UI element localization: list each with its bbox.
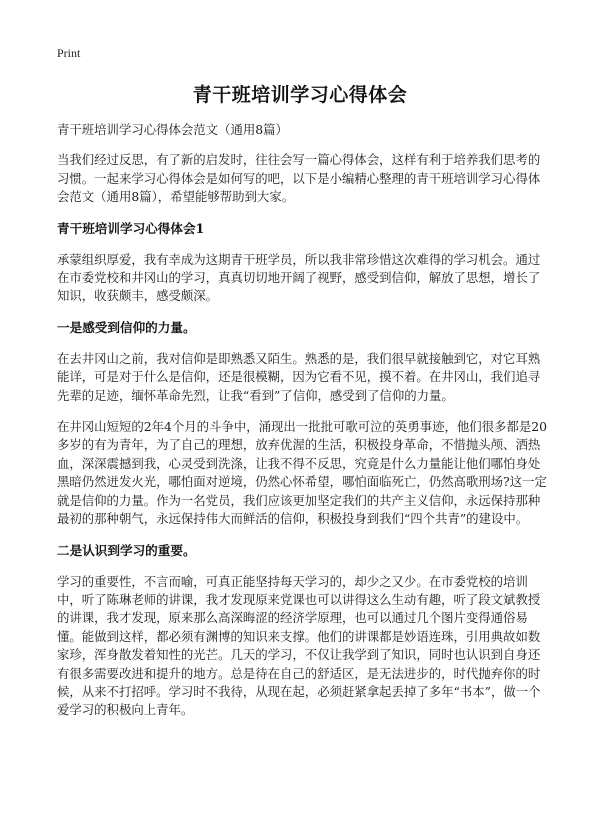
paragraph-4: 学习的重要性，不言而喻，可真正能坚持每天学习的，却少之又少。在市委党校的培训中，听了陈琳老师的讲课，我才发现原来党课也可以讲得这么生动有趣，听了段文斌教授的讲课，我才发现，原来那么高深晦涩的经济学原理，也可以通过几个图片变得通俗易懂。能做到这样，都必须有渊博的知识来支撑。他们的讲课都是妙语连珠，引用典故如数家珍，浑身散发着知性的光芒。几天的学习，不仅让我学到了知识，同时也认识到自身还有很多需要改进和提升的地方。总是待在自己的舒适区，是无法进步的，时代抛弃你的时候，从来不打招呼。学习时不我待，从现在起，必须赶紧拿起丢掉了多年“书本”，做一个爱学习的积极向上青年。 <box>57 573 541 718</box>
print-link[interactable]: Print <box>57 46 81 60</box>
article-body <box>57 121 547 733</box>
paragraph-2: 在去井冈山之前，我对信仰是即熟悉又陌生。熟悉的是，我们很早就接触到它，对它耳熟能详，可是对于什么是信仰，还是很模糊，因为它看不见，摸不着。在井冈山，我们追寻先辈的足迹，缅怀革命先烈，让我“看到”了信仰，感受到了信仰的力量。 <box>57 350 541 403</box>
paragraph-3: 在井冈山短短的2年4个月的斗争中，涌现出一批批可歌可泣的英勇事迹，他们很多都是20多岁的有为青年，为了自己的理想，放弃优渥的生活，积极投身革命，不惜抛头颅、洒热血，深深震撼到我，心灵受到洗涤，让我不得不反思，究竟是什么力量能让他们哪怕身处黑暗仍然迸发火光，哪怕面对逆境，仍然心怀希望，哪怕面临死亡，仍然高歌刑场?这一定就是信仰的力量。作为一名党员，我们应该更加坚定我们的共产主义信仰，永远保持那种最初的那种朝气，永远保持伟大而鲜活的信仰，积极投身到我们“四个共青”的建设中。 <box>57 419 547 527</box>
intro-paragraph: 当我们经过反思，有了新的启发时，往往会写一篇心得体会，这样有利于培养我们思考的习惯。一起来学习心得体会是如何写的吧，以下是小编精心整理的青干班培训学习心得体会范文（通用8篇），希望能够帮助到大家。 <box>57 152 541 205</box>
article-subtitle: 青干班培训学习心得体会范文（通用8篇） <box>57 122 288 137</box>
section-heading: 青干班培训学习心得体会1 <box>57 220 205 236</box>
paragraph-1: 承蒙组织厚爱，我有幸成为这期青干班学员，所以我非常珍惜这次难得的学习机会。通过在市委党校和井冈山的学习，真真切切地开阔了视野，感受到信仰，解放了思想，增长了知识，收获颇丰，感受颇深。 <box>57 251 541 304</box>
point-2-heading: 二是认识到学习的重要。 <box>57 542 196 558</box>
page-title: 青干班培训学习心得体会 <box>192 84 408 106</box>
point-1-heading: 一是感受到信仰的力量。 <box>57 319 196 335</box>
